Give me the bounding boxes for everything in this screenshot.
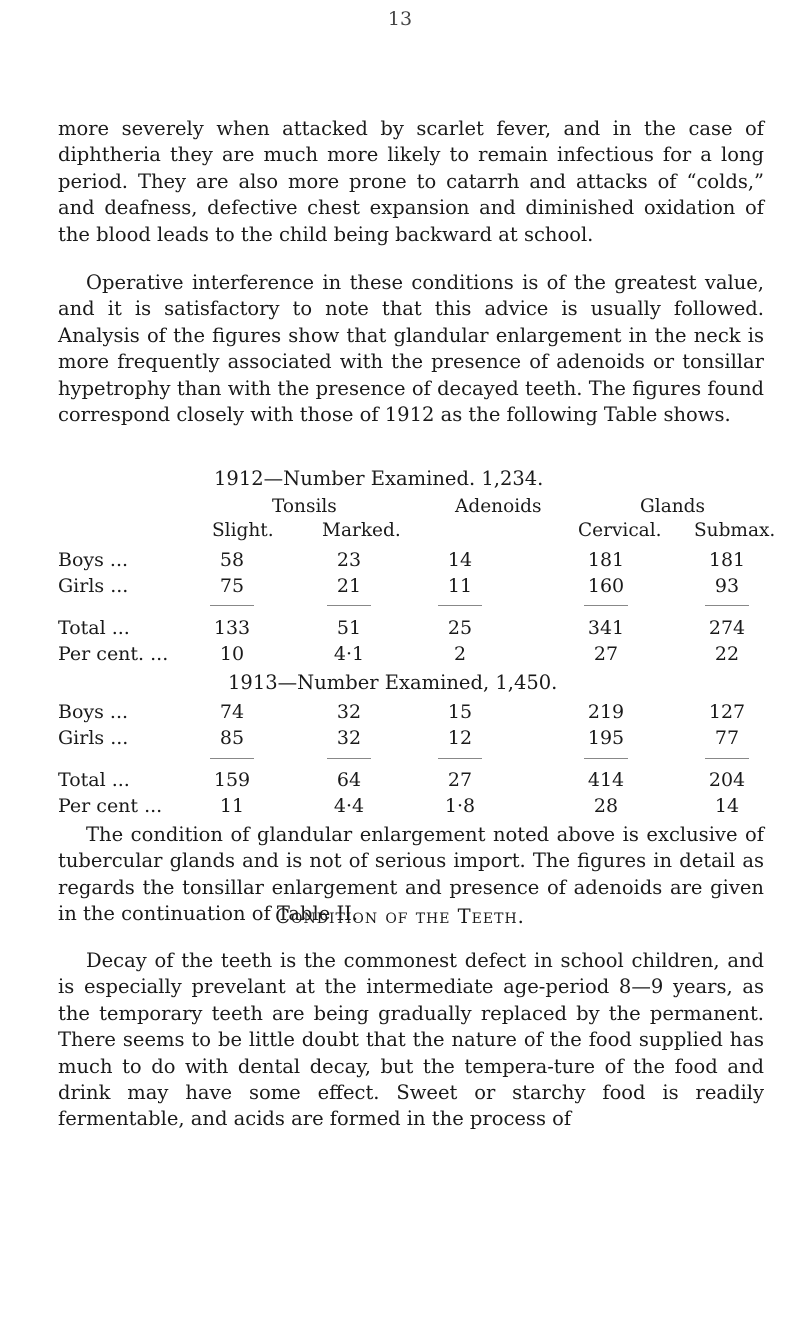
section-heading: Condition of the Teeth. [275, 905, 525, 928]
table-title-1913: 1913—Number Examined, 1,450. [228, 671, 558, 694]
cell-submax: 77 [714, 727, 740, 749]
row-label: Boys ... [58, 701, 129, 723]
row-label: Per cent. ... [58, 643, 169, 665]
row-label: Per cent ... [58, 795, 163, 817]
sum-rule [584, 605, 628, 606]
cell-submax: 181 [708, 549, 746, 571]
cell-slight: 159 [213, 769, 251, 791]
table-title-1912: 1912—Number Examined. 1,234. [214, 467, 544, 490]
cell-adenoids: 25 [447, 617, 473, 639]
paragraph-teeth: Decay of the teeth is the commonest defect in school children, and is especially prevelant at the intermediate age-period 8—9 years, as the temporary teeth are being gradually replaced by the permanent. There seems to be little doubt that the nature of the food supplied has much to do with dental decay, but the tempera-ture of the food and drink may have some effect. Sweet or starchy food is readily fermentable, and acids are formed in the process of [58, 949, 764, 1131]
sum-rule [584, 758, 628, 759]
cell-marked: 64 [336, 769, 362, 791]
cell-cervical: 341 [587, 617, 625, 639]
header-marked: Marked. [322, 520, 401, 541]
cell-slight: 58 [219, 549, 245, 571]
cell-slight: 85 [219, 727, 245, 749]
cell-marked: 32 [336, 701, 362, 723]
cell-cervical: 195 [587, 727, 625, 749]
cell-adenoids: 14 [447, 549, 473, 571]
header-tonsils: Tonsils [272, 496, 337, 517]
sum-rule [210, 605, 254, 606]
cell-cervical: 28 [593, 795, 619, 817]
cell-submax: 127 [708, 701, 746, 723]
cell-adenoids: 12 [447, 727, 473, 749]
sum-rule [438, 758, 482, 759]
sum-rule [705, 605, 749, 606]
cell-marked: 23 [336, 549, 362, 571]
cell-adenoids: 27 [447, 769, 473, 791]
cell-submax: 93 [714, 575, 740, 597]
cell-marked: 32 [336, 727, 362, 749]
header-adenoids: Adenoids [455, 496, 542, 517]
cell-adenoids: 15 [447, 701, 473, 723]
row-label: Girls ... [58, 727, 129, 749]
header-slight: Slight. [212, 520, 274, 541]
row-label: Boys ... [58, 549, 129, 571]
cell-cervical: 181 [587, 549, 625, 571]
header-submax: Submax. [694, 520, 776, 541]
cell-submax: 274 [708, 617, 746, 639]
cell-cervical: 27 [593, 643, 619, 665]
paragraph-intro: more severely when attacked by scarlet fever, and in the case of diphtheria they are much more likely to remain infectious for a long period. They are also more prone to catarrh and attacks of “colds,” and deafness, defective chest expansion and diminished oxidation of the blood leads to the child being backward at school. [58, 117, 764, 246]
cell-adenoids: 11 [447, 575, 473, 597]
sum-rule [210, 758, 254, 759]
cell-marked: 4·1 [333, 643, 365, 665]
cell-slight: 74 [219, 701, 245, 723]
row-label: Total ... [58, 769, 130, 791]
sum-rule [327, 758, 371, 759]
paragraph-condition: The condition of glandular enlargement noted above is exclusive of tubercular glands and is not of serious import. The figures in detail as regards the tonsillar enlargement and presence of adenoids are given in the continuation of Table II. [58, 823, 764, 926]
sum-rule [705, 758, 749, 759]
row-label: Total ... [58, 617, 130, 639]
cell-submax: 22 [714, 643, 740, 665]
cell-slight: 75 [219, 575, 245, 597]
header-cervical: Cervical. [578, 520, 662, 541]
cell-adenoids: 1·8 [444, 795, 476, 817]
paragraph-operative: Operative interference in these conditions is of the greatest value, and it is satisfactory to note that this advice is usually followed. Analysis of the figures show that glandular enlargement in the neck is more frequently associated with the presence of adenoids or tonsillar hypetrophy than with the presence of decayed teeth. The figures found correspond closely with those of 1912 as the following Table shows. [58, 271, 764, 427]
header-glands: Glands [640, 496, 705, 517]
cell-slight: 11 [219, 795, 245, 817]
cell-marked: 51 [336, 617, 362, 639]
cell-cervical: 160 [587, 575, 625, 597]
cell-slight: 133 [213, 617, 251, 639]
cell-submax: 204 [708, 769, 746, 791]
cell-marked: 4·4 [333, 795, 365, 817]
cell-slight: 10 [219, 643, 245, 665]
page-number: 13 [387, 8, 413, 30]
cell-submax: 14 [714, 795, 740, 817]
cell-marked: 21 [336, 575, 362, 597]
sum-rule [327, 605, 371, 606]
row-label: Girls ... [58, 575, 129, 597]
cell-cervical: 219 [587, 701, 625, 723]
sum-rule [438, 605, 482, 606]
cell-cervical: 414 [587, 769, 625, 791]
cell-adenoids: 2 [453, 643, 467, 665]
